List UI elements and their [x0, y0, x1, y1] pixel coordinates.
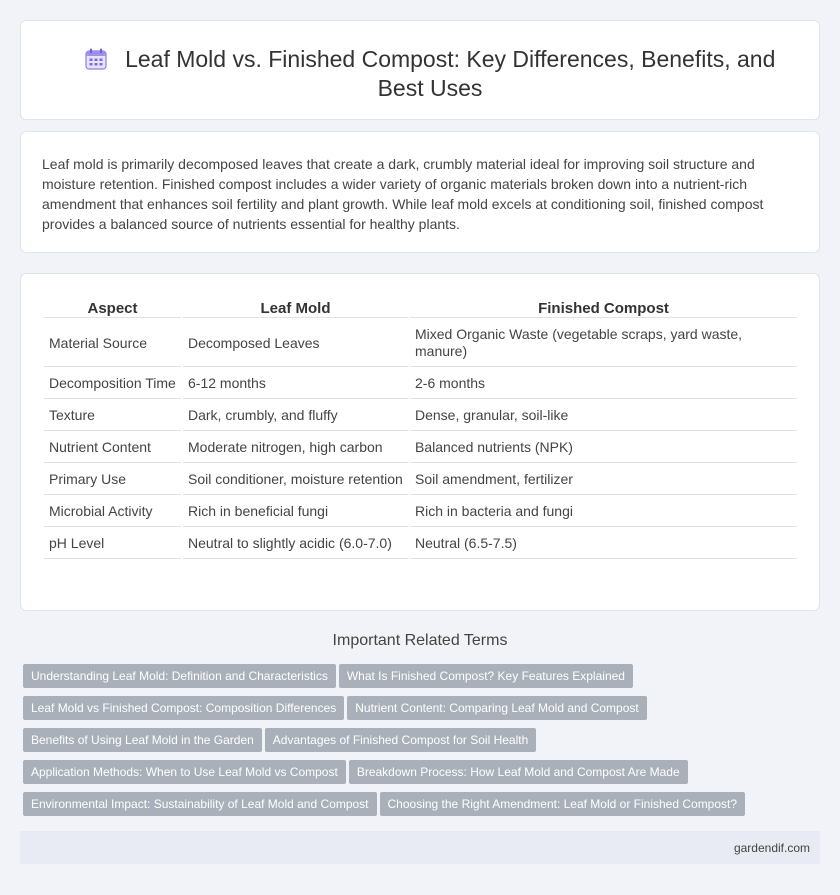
table-row — [44, 369, 797, 399]
table-cell: Balanced nutrients (NPK) — [410, 433, 797, 463]
title-wrap — [61, 45, 799, 103]
summary-card — [20, 131, 820, 253]
related-tag[interactable]: Leaf Mold vs Finished Compost: Composition Differences — [23, 696, 344, 720]
table-cell: Nutrient Content — [44, 433, 181, 463]
related-tag[interactable]: Understanding Leaf Mold: Definition and Characteristics — [23, 664, 336, 688]
related-tag[interactable]: Benefits of Using Leaf Mold in the Garden — [23, 728, 262, 752]
page-title: Leaf Mold vs. Finished Compost: Key Differences, Benefits, and Best Uses — [125, 46, 776, 101]
tag-row — [23, 760, 803, 792]
footer-site-link[interactable]: gardendif.com — [733, 841, 810, 855]
table-cell: Primary Use — [44, 465, 181, 495]
table-cell: Rich in bacteria and fungi — [410, 497, 797, 527]
header-leaf-mold: Leaf Mold — [183, 298, 408, 318]
table-cell: 6-12 months — [183, 369, 408, 399]
table-cell: Microbial Activity — [44, 497, 181, 527]
table-cell: Neutral (6.5-7.5) — [410, 529, 797, 559]
table-cell: pH Level — [44, 529, 181, 559]
table-cell: Texture — [44, 401, 181, 431]
table-row — [44, 433, 797, 463]
summary-text: Leaf mold is primarily decomposed leaves that create a dark, crumbly material ideal for improving soil structure and moisture retention. Finished compost includes a wider variety of organic materials broken down into a nutrient-rich amendment that enhances soil fertility and plant growth. While leaf mold excels at conditioning soil, finished compost provides a balanced source of nutrients essential for healthy plants. — [42, 156, 764, 232]
table-cell: Soil amendment, fertilizer — [410, 465, 797, 495]
table-cell: 2-6 months — [410, 369, 797, 399]
table-cell: Dark, crumbly, and fluffy — [183, 401, 408, 431]
table-header-row — [44, 298, 797, 318]
table-cell: Rich in beneficial fungi — [183, 497, 408, 527]
related-terms-title: Important Related Terms — [332, 632, 508, 649]
related-tag[interactable]: Application Methods: When to Use Leaf Mold vs Compost — [23, 760, 346, 784]
tag-row — [23, 696, 803, 728]
calendar-icon — [85, 48, 107, 70]
related-tag[interactable]: Choosing the Right Amendment: Leaf Mold or Finished Compost? — [380, 792, 746, 816]
table-cell: Decomposed Leaves — [183, 320, 408, 367]
table-cell: Neutral to slightly acidic (6.0-7.0) — [183, 529, 408, 559]
tag-row — [23, 664, 803, 696]
related-tag[interactable]: What Is Finished Compost? Key Features Explained — [339, 664, 633, 688]
comparison-table — [42, 296, 799, 561]
table-cell: Mixed Organic Waste (vegetable scraps, yard waste, manure) — [410, 320, 797, 367]
related-tag[interactable]: Nutrient Content: Comparing Leaf Mold and Compost — [347, 696, 646, 720]
header-aspect: Aspect — [44, 298, 181, 318]
table-row — [44, 320, 797, 367]
related-tag[interactable]: Advantages of Finished Compost for Soil Health — [265, 728, 536, 752]
table-row — [44, 401, 797, 431]
table-row — [44, 465, 797, 495]
related-tags — [23, 664, 803, 824]
tag-row — [23, 728, 803, 760]
table-row — [44, 497, 797, 527]
table-cell: Moderate nitrogen, high carbon — [183, 433, 408, 463]
header-card — [20, 20, 820, 120]
related-tag[interactable]: Breakdown Process: How Leaf Mold and Compost Are Made — [349, 760, 688, 784]
table-cell: Material Source — [44, 320, 181, 367]
header-finished-compost: Finished Compost — [410, 298, 797, 318]
comparison-table-card — [20, 273, 820, 611]
table-row — [44, 529, 797, 559]
table-cell: Soil conditioner, moisture retention — [183, 465, 408, 495]
tag-row — [23, 792, 803, 824]
related-tag[interactable]: Environmental Impact: Sustainability of Leaf Mold and Compost — [23, 792, 377, 816]
table-cell: Dense, granular, soil-like — [410, 401, 797, 431]
table-cell: Decomposition Time — [44, 369, 181, 399]
footer — [20, 831, 820, 864]
